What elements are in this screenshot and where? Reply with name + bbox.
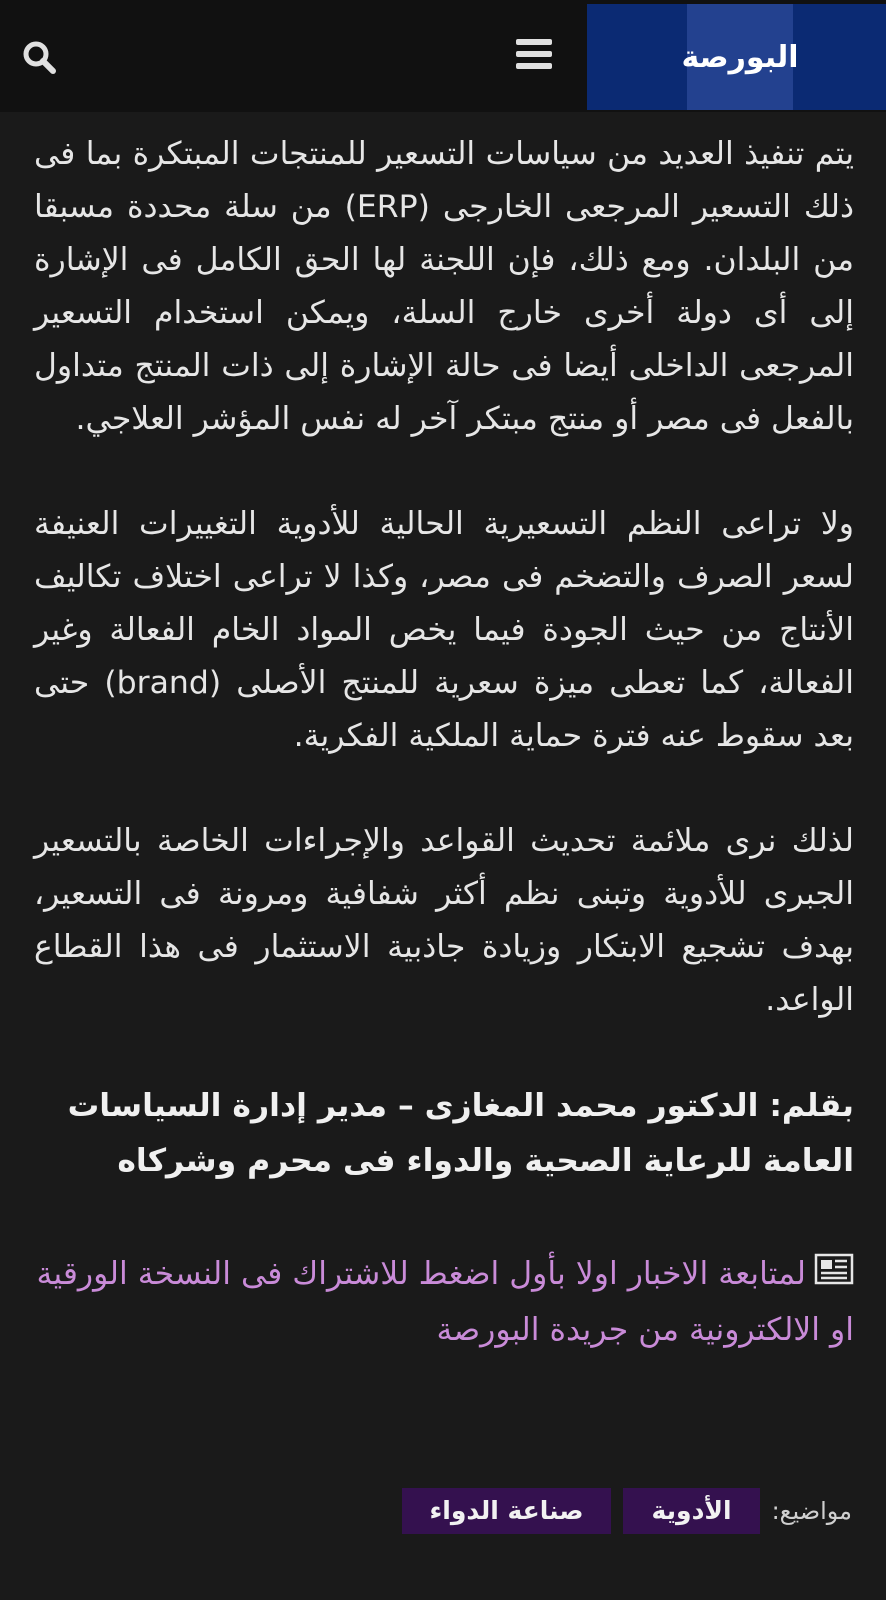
subscribe-text: لمتابعة الاخبار اولا بأول اضغط للاشتراك فى النسخة الورقية او الالكترونية من جريدة البورصة xyxy=(36,1256,854,1348)
newspaper-icon xyxy=(814,1248,854,1303)
article-paragraph: ولا تراعى النظم التسعيرية الحالية للأدوية التغييرات العنيفة لسعر الصرف والتضخم فى مصر، وكذا لا تراعى اختلاف تكاليف الأنتاج من حيث الجودة فيما يخص المواد الخام الفعالة وغير الفعالة، كما تعطى ميزة سعرية للمنتج الأصلى (brand) حتى بعد سقوط عنه فترة حماية الملكية الفكرية. xyxy=(34,506,854,754)
article-paragraph: لذلك نرى ملائمة تحديث القواعد والإجراءات الخاصة بالتسعير الجبرى للأدوية وتبنى نظم أكثر شفافية ومرونة فى التسعير، بهدف تشجيع الابتكار وزيادة جاذبية الاستثمار فى هذا القطاع الواعد. xyxy=(34,823,854,1018)
hamburger-icon[interactable] xyxy=(516,36,552,72)
topics-label: مواضيع: xyxy=(771,1497,852,1525)
logo-text: البورصة xyxy=(687,4,793,110)
search-icon[interactable] xyxy=(22,40,58,76)
top-bar xyxy=(0,0,886,112)
topic-tag[interactable]: صناعة الدواء xyxy=(402,1488,612,1534)
subscribe-link[interactable] xyxy=(34,1247,854,1358)
site-logo[interactable] xyxy=(587,4,886,110)
topics-row xyxy=(402,1488,853,1534)
article-paragraph: يتم تنفيذ العديد من سياسات التسعير للمنتجات المبتكرة بما فى ذلك التسعير المرجعى الخارجى (ERP) من سلة محددة مسبقا من البلدان. ومع ذلك، فإن اللجنة لها الحق الكامل فى الإشارة إلى أى دولة أخرى خارج السلة، ويمكن استخدام التسعير المرجعى الداخلى أيضا فى حالة الإشارة إلى ذات المنتج متداول بالفعل فى مصر أو منتج مبتكر آخر له نفس المؤشر العلاجي. xyxy=(34,136,854,437)
article-body xyxy=(34,128,854,1358)
topic-tag[interactable]: الأدوية xyxy=(623,1488,759,1534)
author-byline: بقلم: الدكتور محمد المغازى – مدير إدارة السياسات العامة للرعاية الصحية والدواء فى محرم وشركاه xyxy=(67,1088,854,1179)
